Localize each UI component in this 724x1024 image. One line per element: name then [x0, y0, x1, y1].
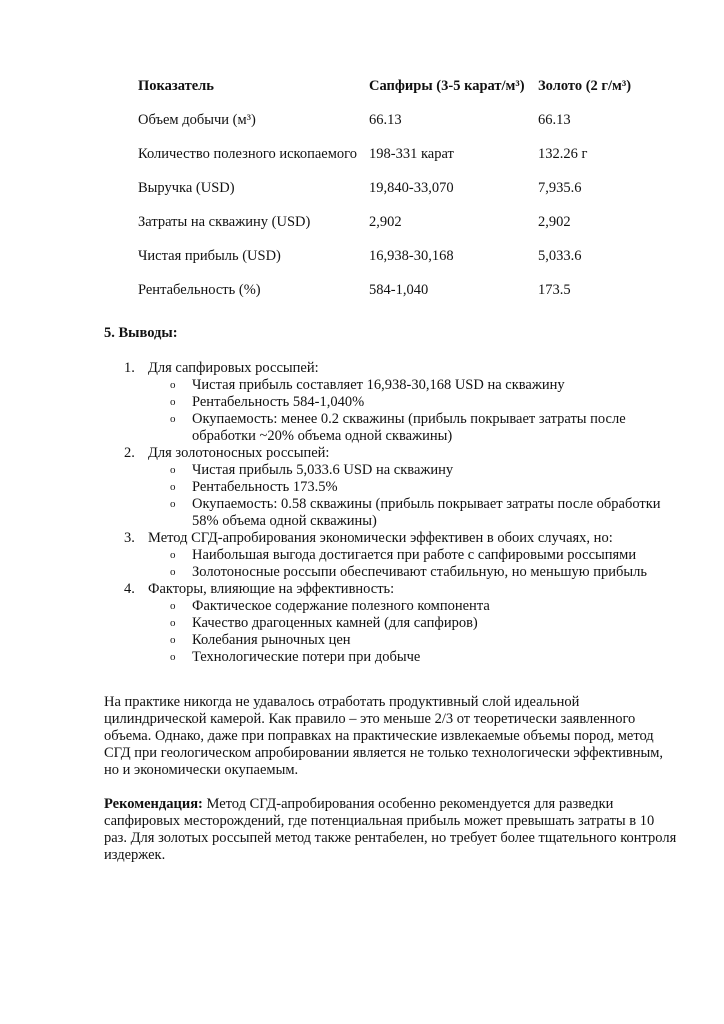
- list-number: 3.: [124, 530, 135, 546]
- bullet-icon: o: [170, 464, 176, 476]
- sub-list-item: [104, 547, 679, 564]
- sub-item-text: Рентабельность 584-1,040%: [192, 394, 365, 410]
- cell: 132.26 г: [538, 146, 588, 162]
- section-heading: 5. Выводы:: [104, 325, 178, 341]
- bullet-icon: o: [170, 396, 176, 408]
- list-number: 4.: [124, 581, 135, 597]
- practice-paragraph: На практике никогда не удавалось отработать продуктивный слой идеальной цилиндрической камерой. Как правило – это меньше 2/3 от теоретически заявленного объема. Однако, даже при поправках на практические извлекаемые объемы пород, метод СГД при геологическом апробировании является не только технологически эффективным, но и экономически окупаемым.: [104, 694, 664, 778]
- sub-list-item: [104, 479, 679, 496]
- bullet-icon: o: [170, 566, 176, 578]
- header-gold: Золото (2 г/м³): [538, 78, 632, 94]
- sub-list-item: [104, 564, 679, 581]
- sub-item-text: Технологические потери при добыче: [192, 649, 421, 665]
- sub-item-text: Чистая прибыль 5,033.6 USD на скважину: [192, 462, 454, 478]
- sub-item-text: Окупаемость: 0.58 скважины (прибыль покрывает затраты после обработки 58% объема одной скважины): [192, 496, 661, 529]
- cell: 198-331 карат: [369, 146, 454, 162]
- list-item: [104, 360, 679, 377]
- cell: Затраты на скважину (USD): [138, 214, 311, 230]
- sub-list-item: [104, 394, 679, 411]
- table-row: [0, 248, 600, 268]
- list-item-text: Метод СГД-апробирования экономически эффективен в обоих случаях, но:: [148, 530, 613, 546]
- table-row: [0, 282, 600, 302]
- cell: Объем добычи (м³): [138, 112, 256, 128]
- cell: Количество полезного ископаемого: [138, 146, 358, 162]
- recommendation-text: Метод СГД-апробирования особенно рекомендуется для разведки сапфировых месторождений, где потенциальная прибыль может превышать затраты в 10 раз. Для золотых россыпей метод также рентабелен, но требует более тщательного контроля издержек.: [104, 796, 677, 863]
- conclusions-list: [104, 360, 679, 666]
- sub-list-item: [104, 462, 679, 479]
- list-item-text: Для сапфировых россыпей:: [148, 360, 319, 376]
- cell: 5,033.6: [538, 248, 582, 264]
- cell: 66.13: [369, 112, 402, 128]
- sub-item-text: Окупаемость: менее 0.2 скважины (прибыль покрывает затраты после обработки ~20% объема одной скважины): [192, 411, 626, 444]
- cell: Рентабельность (%): [138, 282, 261, 298]
- header-sapphires: Сапфиры (3-5 карат/м³): [369, 78, 525, 94]
- bullet-icon: o: [170, 549, 176, 561]
- table-row: [0, 180, 600, 200]
- table-row: [0, 214, 600, 234]
- sub-list-item: [104, 649, 679, 666]
- bullet-icon: o: [170, 498, 176, 510]
- sub-item-text: Колебания рыночных цен: [192, 632, 351, 648]
- sub-list-item: [104, 377, 679, 394]
- cell: 2,902: [369, 214, 402, 230]
- cell: 2,902: [538, 214, 571, 230]
- bullet-icon: o: [170, 651, 176, 663]
- cell: Чистая прибыль (USD): [138, 248, 281, 264]
- sub-list-item: [104, 411, 679, 445]
- list-number: 2.: [124, 445, 135, 461]
- sub-list-item: [104, 598, 679, 615]
- bullet-icon: o: [170, 481, 176, 493]
- bullet-icon: o: [170, 413, 176, 425]
- sub-list-item: [104, 496, 679, 530]
- bullet-icon: o: [170, 379, 176, 391]
- cell: 584-1,040: [369, 282, 429, 298]
- sub-item-text: Чистая прибыль составляет 16,938-30,168 USD на скважину: [192, 377, 565, 393]
- bullet-icon: o: [170, 617, 176, 629]
- list-number: 1.: [124, 360, 135, 376]
- sub-item-text: Фактическое содержание полезного компонента: [192, 598, 490, 614]
- list-item-text: Факторы, влияющие на эффективность:: [148, 581, 395, 597]
- table-header: [0, 78, 632, 98]
- cell: 173.5: [538, 282, 571, 298]
- table-row: [0, 112, 600, 132]
- sub-item-text: Рентабельность 173.5%: [192, 479, 338, 495]
- recommendation-paragraph: [104, 796, 680, 864]
- sub-list-item: [104, 615, 679, 632]
- recommendation-label: Рекомендация:: [104, 796, 203, 812]
- cell: 16,938-30,168: [369, 248, 454, 264]
- cell: Выручка (USD): [138, 180, 235, 196]
- table-row: [0, 146, 600, 166]
- sub-item-text: Качество драгоценных камней (для сапфиров): [192, 615, 478, 631]
- list-item-text: Для золотоносных россыпей:: [148, 445, 330, 461]
- cell: 7,935.6: [538, 180, 582, 196]
- bullet-icon: o: [170, 634, 176, 646]
- sub-item-text: Наибольшая выгода достигается при работе с сапфировыми россыпями: [192, 547, 637, 563]
- list-item: [104, 445, 679, 462]
- list-item: [104, 530, 679, 547]
- list-item: [104, 581, 679, 598]
- sub-item-text: Золотоносные россыпи обеспечивают стабильную, но меньшую прибыль: [192, 564, 647, 580]
- bullet-icon: o: [170, 600, 176, 612]
- cell: 19,840-33,070: [369, 180, 454, 196]
- header-indicator: Показатель: [138, 78, 214, 94]
- cell: 66.13: [538, 112, 571, 128]
- sub-list-item: [104, 632, 679, 649]
